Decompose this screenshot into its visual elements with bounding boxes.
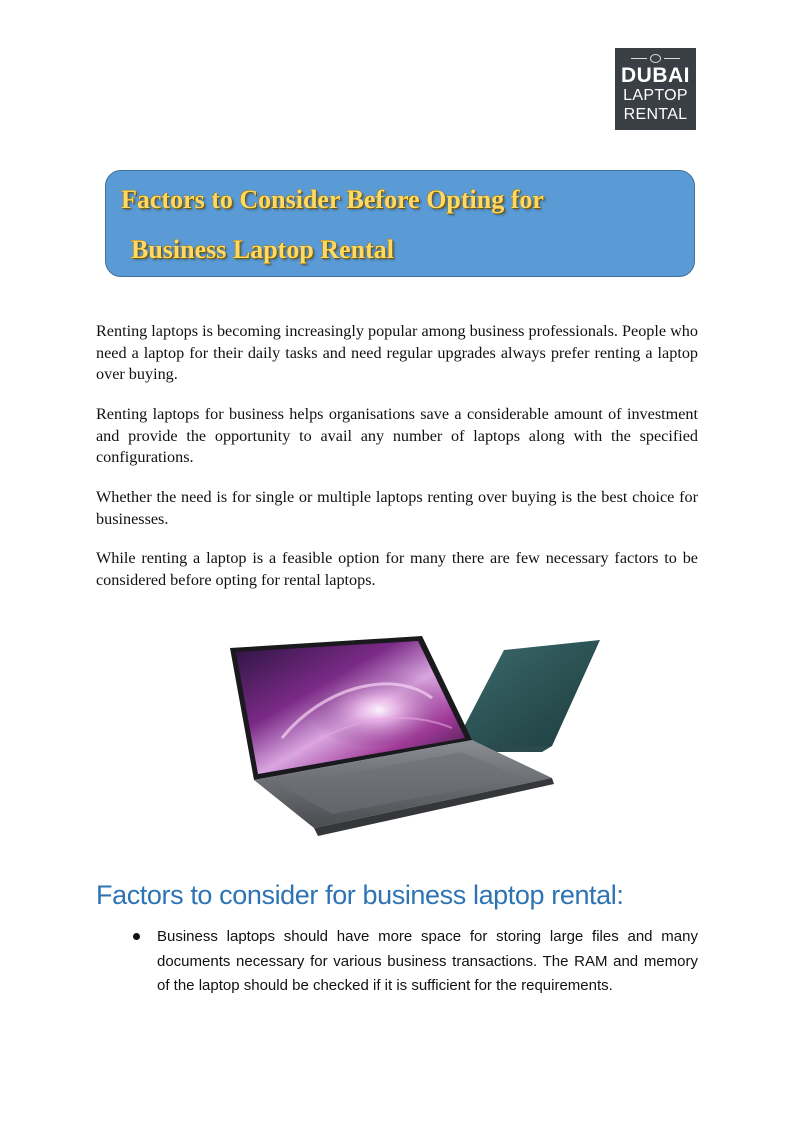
list-item <box>130 925 698 999</box>
banner-title-line-1: Factors to Consider Before Opting for <box>121 185 544 214</box>
title-banner <box>105 170 695 277</box>
logo-line-1: DUBAI <box>621 64 690 87</box>
intro-paragraph: Renting laptops for business helps organisations save a considerable amount of investment and provide the opportunity to avail any number of laptops along with the specified configurations. <box>96 405 698 466</box>
intro-paragraph: Renting laptops is becoming increasingly popular among business professionals. People who need a laptop for their daily tasks and need regular upgrades always prefer renting a laptop over buying. <box>96 322 698 383</box>
bullet-icon <box>133 933 140 940</box>
banner-title-line-2: Business Laptop Rental <box>131 235 394 264</box>
intro-paragraph: While renting a laptop is a feasible option for many there are few necessary factors to be considered before opting for rental laptops. <box>96 549 698 589</box>
intro-paragraph: Whether the need is for single or multiple laptops renting over buying is the best choice for businesses. <box>96 488 698 528</box>
section-heading: Factors to consider for business laptop rental: <box>96 880 624 910</box>
brand-logo <box>615 48 696 130</box>
factors-list <box>130 925 698 999</box>
logo-line-2: LAPTOP <box>623 87 688 104</box>
back-laptop-lid <box>454 640 600 746</box>
logo-line-3: RENTAL <box>623 106 688 123</box>
list-item-text: Business laptops should have more space for storing large files and many documents necessary for various business transactions. The RAM and memory of the laptop should be checked if it is sufficient for the requirements. <box>157 928 698 994</box>
laptops-image <box>222 628 612 838</box>
